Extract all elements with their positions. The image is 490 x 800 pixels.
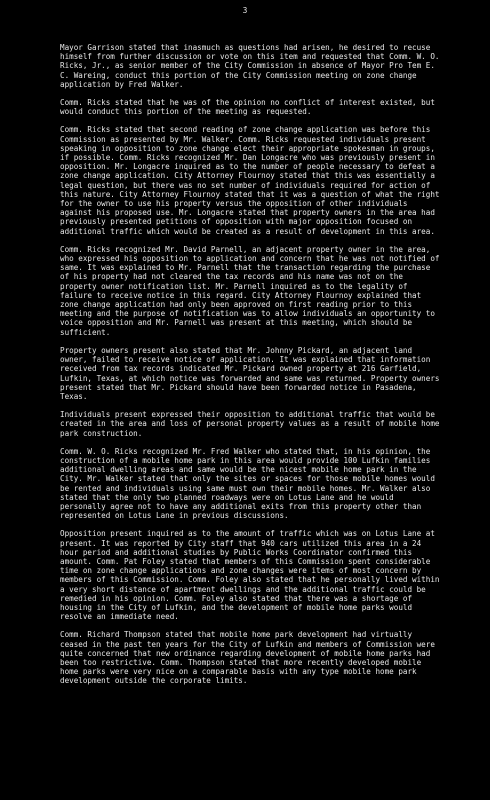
page-number: 3 bbox=[242, 6, 248, 15]
paragraph: Comm. Ricks recognized Mr. David Parnell, an adjacent property owner in the area, who expressed his opposition to application and concern that he was not notified of same. It was explained to Mr. Parnell that the transaction regarding the purchase of his property had not cleared the tax records and his name was not on the property owner notification list. Mr. Parnell inquired as to the legality of failure to receive notice in this regard. City Attorney Flournoy explained that zone change application had only been approved on first reading prior to this meeting and the purpose of notification was to allow individuals an opportunity to voice opposition and Mr. Parnell was present at this meeting, which should be sufficient. bbox=[60, 244, 440, 337]
paragraph: Comm. W. O. Ricks recognized Mr. Fred Walker who stated that, in his opinion, the construction of a mobile home park in this area would provide 100 Lufkin families additional dwelling areas and same would be the nicest mobile home park in the City. Mr. Walker stated that only the sites or spaces for those mobile homes would be rented and individuals using same must own their mobile homes. Mr. Walker also stated that the only two planned roadways were on Lotus Lane and he would personally agree not to have any additional exits from this property other than represented on Lotus Lane in previous discussions. bbox=[60, 446, 435, 521]
paragraph: Comm. Ricks stated that he was of the opinion no conflict of interest existed, but would conduct this portion of the meeting as requested. bbox=[60, 98, 435, 117]
paragraph: Opposition present inquired as to the amount of traffic which was on Lotus Lane at present. It was reported by City staff that 940 cars utilized this area in a 24 hour period and additional studies by Public Works Coordinator confirmed this amount. Comm. Pat Foley stated that members of this Commission spent considerable time on zone change applications and zone changes were items of most concern by members of this Commission. Comm. Foley also stated that he personally lived within a very short distance of apartment dwellings and the additional traffic could be remedied in his opinion. Comm. Foley also stated that there was a shortage of housing in the City of Lufkin, and the development of mobile home parks would resolve an immediate need. bbox=[60, 529, 440, 622]
paragraph: Comm. Ricks stated that second reading of zone change application was before this Commission as presented by Mr. Walker. Comm. Ricks requested individuals present speaking in opposition to zone change elect their appropriate spokesman in groups, if possible. Comm. Ricks recognized Mr. Dan Longacre who was previously present in opposition. Mr. Longacre inquired as to the number of people necessary to defeat a zone change application. City Attorney Flournoy stated that this was essentially a legal question, but there was no set number of individuals required for action of this nature. City Attorney Flournoy stated that it was a question of what the right for the owner to use his property versus the opposition of other individuals against his proposed use. Mr. Longacre stated that property owners in the area had previously presented petitions of opposition with major opposition focused on additional traffic which would be created as a result of development in this area. bbox=[60, 125, 440, 236]
paragraph: Comm. Richard Thompson stated that mobile home park development had virtually ceased in the past ten years for the City of Lufkin and members of Commission were quite concerned that new ordinance regarding development of mobile home parks had been too restrictive. Comm. Thompson stated that more recently developed mobile home parks were very nice on a comparable basis with any type mobile home park development outside the corporate limits. bbox=[60, 630, 435, 686]
paragraph: Individuals present expressed their opposition to additional traffic that would be created in the area and loss of personal property values as a result of mobile home park construction. bbox=[60, 410, 440, 438]
paragraph: Property owners present also stated that Mr. Johnny Pickard, an adjacent land owner, failed to receive notice of application. It was explained that information received from tax records indicated Mr. Pickard owned property at 216 Garfield, Lufkin, Texas, at which notice was forwarded and same was returned. Property owners present stated that Mr. Pickard should have been forwarded notice in Pasadena, Texas. bbox=[60, 345, 440, 401]
paragraph: Mayor Garrison stated that inasmuch as questions had arisen, he desired to recuse himself from further discussion or vote on this item and requested that Comm. W. O. Ricks, Jr., as senior member of the City Commission in absence of Mayor Pro Tem E. C. Wareing, conduct this portion of the City Commission meeting on zone change application by Fred Walker. bbox=[60, 43, 440, 89]
document-body bbox=[60, 43, 440, 695]
